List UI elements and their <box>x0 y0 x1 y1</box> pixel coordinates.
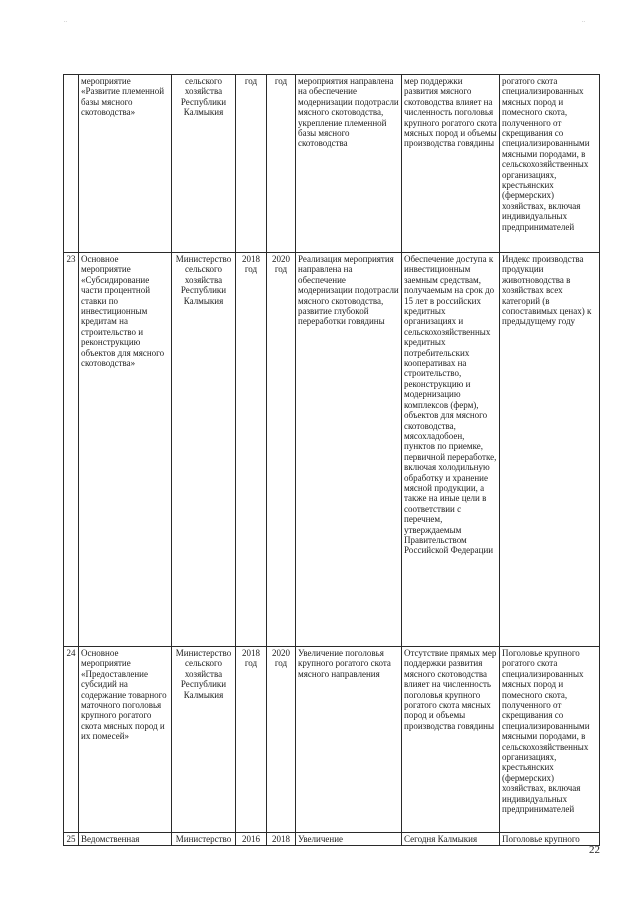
non-implementation-consequences: мер поддержки развития мясного скотоводства влияет на численность поголовья крупного рогатого скота мясных пород и объемы производства говядины <box>402 75 500 253</box>
end-year: 2018 <box>267 833 296 846</box>
non-implementation-consequences: Отсутствие прямых мер поддержки развития мясного скотоводства влияет на численность поголовья крупного рогатого скота мясных пород и объемы производства говядины <box>402 647 500 833</box>
row-number <box>64 75 79 253</box>
start-year: 2018 год <box>236 253 267 647</box>
executor: сельского хозяйства Республики Калмыкия <box>172 75 236 253</box>
executor: Министерство сельского хозяйства Республики Калмыкия <box>172 647 236 833</box>
start-year: 2018 год <box>236 647 267 833</box>
linked-indicators: Индекс производства продукции животноводства в хозяйствах всех категорий (в сопоставимых ценах) к предыдущему году <box>500 253 600 647</box>
end-year: 2020 год <box>267 647 296 833</box>
executor: Министерство сельского хозяйства Республики Калмыкия <box>172 253 236 647</box>
program-measures-table <box>63 74 600 846</box>
non-implementation-consequences: Сегодня Калмыкия <box>402 833 500 846</box>
linked-indicators: рогатого скота специализированных мясных пород и помесного скота, полученного от скрещивания со специализированными мясными породами, в сельскохозяйственных организациях, крестьянских (фермерских) хозяйствах, включая индивидуальных предпринимателей <box>500 75 600 253</box>
start-year: год <box>236 75 267 253</box>
row-number: 23 <box>64 253 79 647</box>
table-row <box>64 833 600 846</box>
row-number: 25 <box>64 833 79 846</box>
page-number: 22 <box>589 844 600 856</box>
measure-name: Основное мероприятие «Предоставление субсидий на содержание товарного маточного поголовья крупного рогатого скота мясных пород и их помесей» <box>79 647 172 833</box>
linked-indicators: Поголовье крупного <box>500 833 600 846</box>
executor: Министерство <box>172 833 236 846</box>
expected-result: Увеличение поголовья крупного рогатого скота мясного направления <box>296 647 402 833</box>
measure-name: Ведомственная <box>79 833 172 846</box>
end-year: 2020 год <box>267 253 296 647</box>
table-row <box>64 253 600 647</box>
measure-name: Основное мероприятие «Субсидирование части процентной ставки по инвестиционным кредитам на строительство и реконструкцию объектов для мясного скотоводства» <box>79 253 172 647</box>
start-year: 2016 <box>236 833 267 846</box>
expected-result: Реализация мероприятия направлена на обеспечение модернизации подотрасли мясного скотоводства, развитие глубокой переработки говядины <box>296 253 402 647</box>
measure-name: мероприятие «Развитие племенной базы мясного скотоводства» <box>79 75 172 253</box>
scan-mark-right: .. <box>582 18 585 24</box>
scan-mark-left: .. <box>64 18 67 24</box>
end-year: год <box>267 75 296 253</box>
expected-result: Увеличение <box>296 833 402 846</box>
linked-indicators: Поголовье крупного рогатого скота специализированных мясных пород и помесного скота, полученного от скрещивания со специализированными мясными породами, в сельскохозяйственных организациях, крестьянских (фермерских) хозяйствах, включая индивидуальных предпринимателей <box>500 647 600 833</box>
table-row <box>64 75 600 253</box>
row-number: 24 <box>64 647 79 833</box>
expected-result: мероприятия направлена на обеспечение модернизации подотрасли мясного скотоводства, укрепление племенной базы мясного скотоводства <box>296 75 402 253</box>
non-implementation-consequences: Обеспечение доступа к инвестиционным заемным средствам, получаемым на срок до 15 лет в российских кредитных организациях и сельскохозяйственных кредитных потребительских кооперативах на строительство, реконструкцию и модернизацию комплексов (ферм), объектов для мясного скотоводства, мясохладобоен, пунктов по приемке, первичной переработке, включая холодильную обработку и хранение мясной продукции, а также на иные цели в соответствии с перечнем, утверждаемым Правительством Российской Федерации <box>402 253 500 647</box>
table-row <box>64 647 600 833</box>
